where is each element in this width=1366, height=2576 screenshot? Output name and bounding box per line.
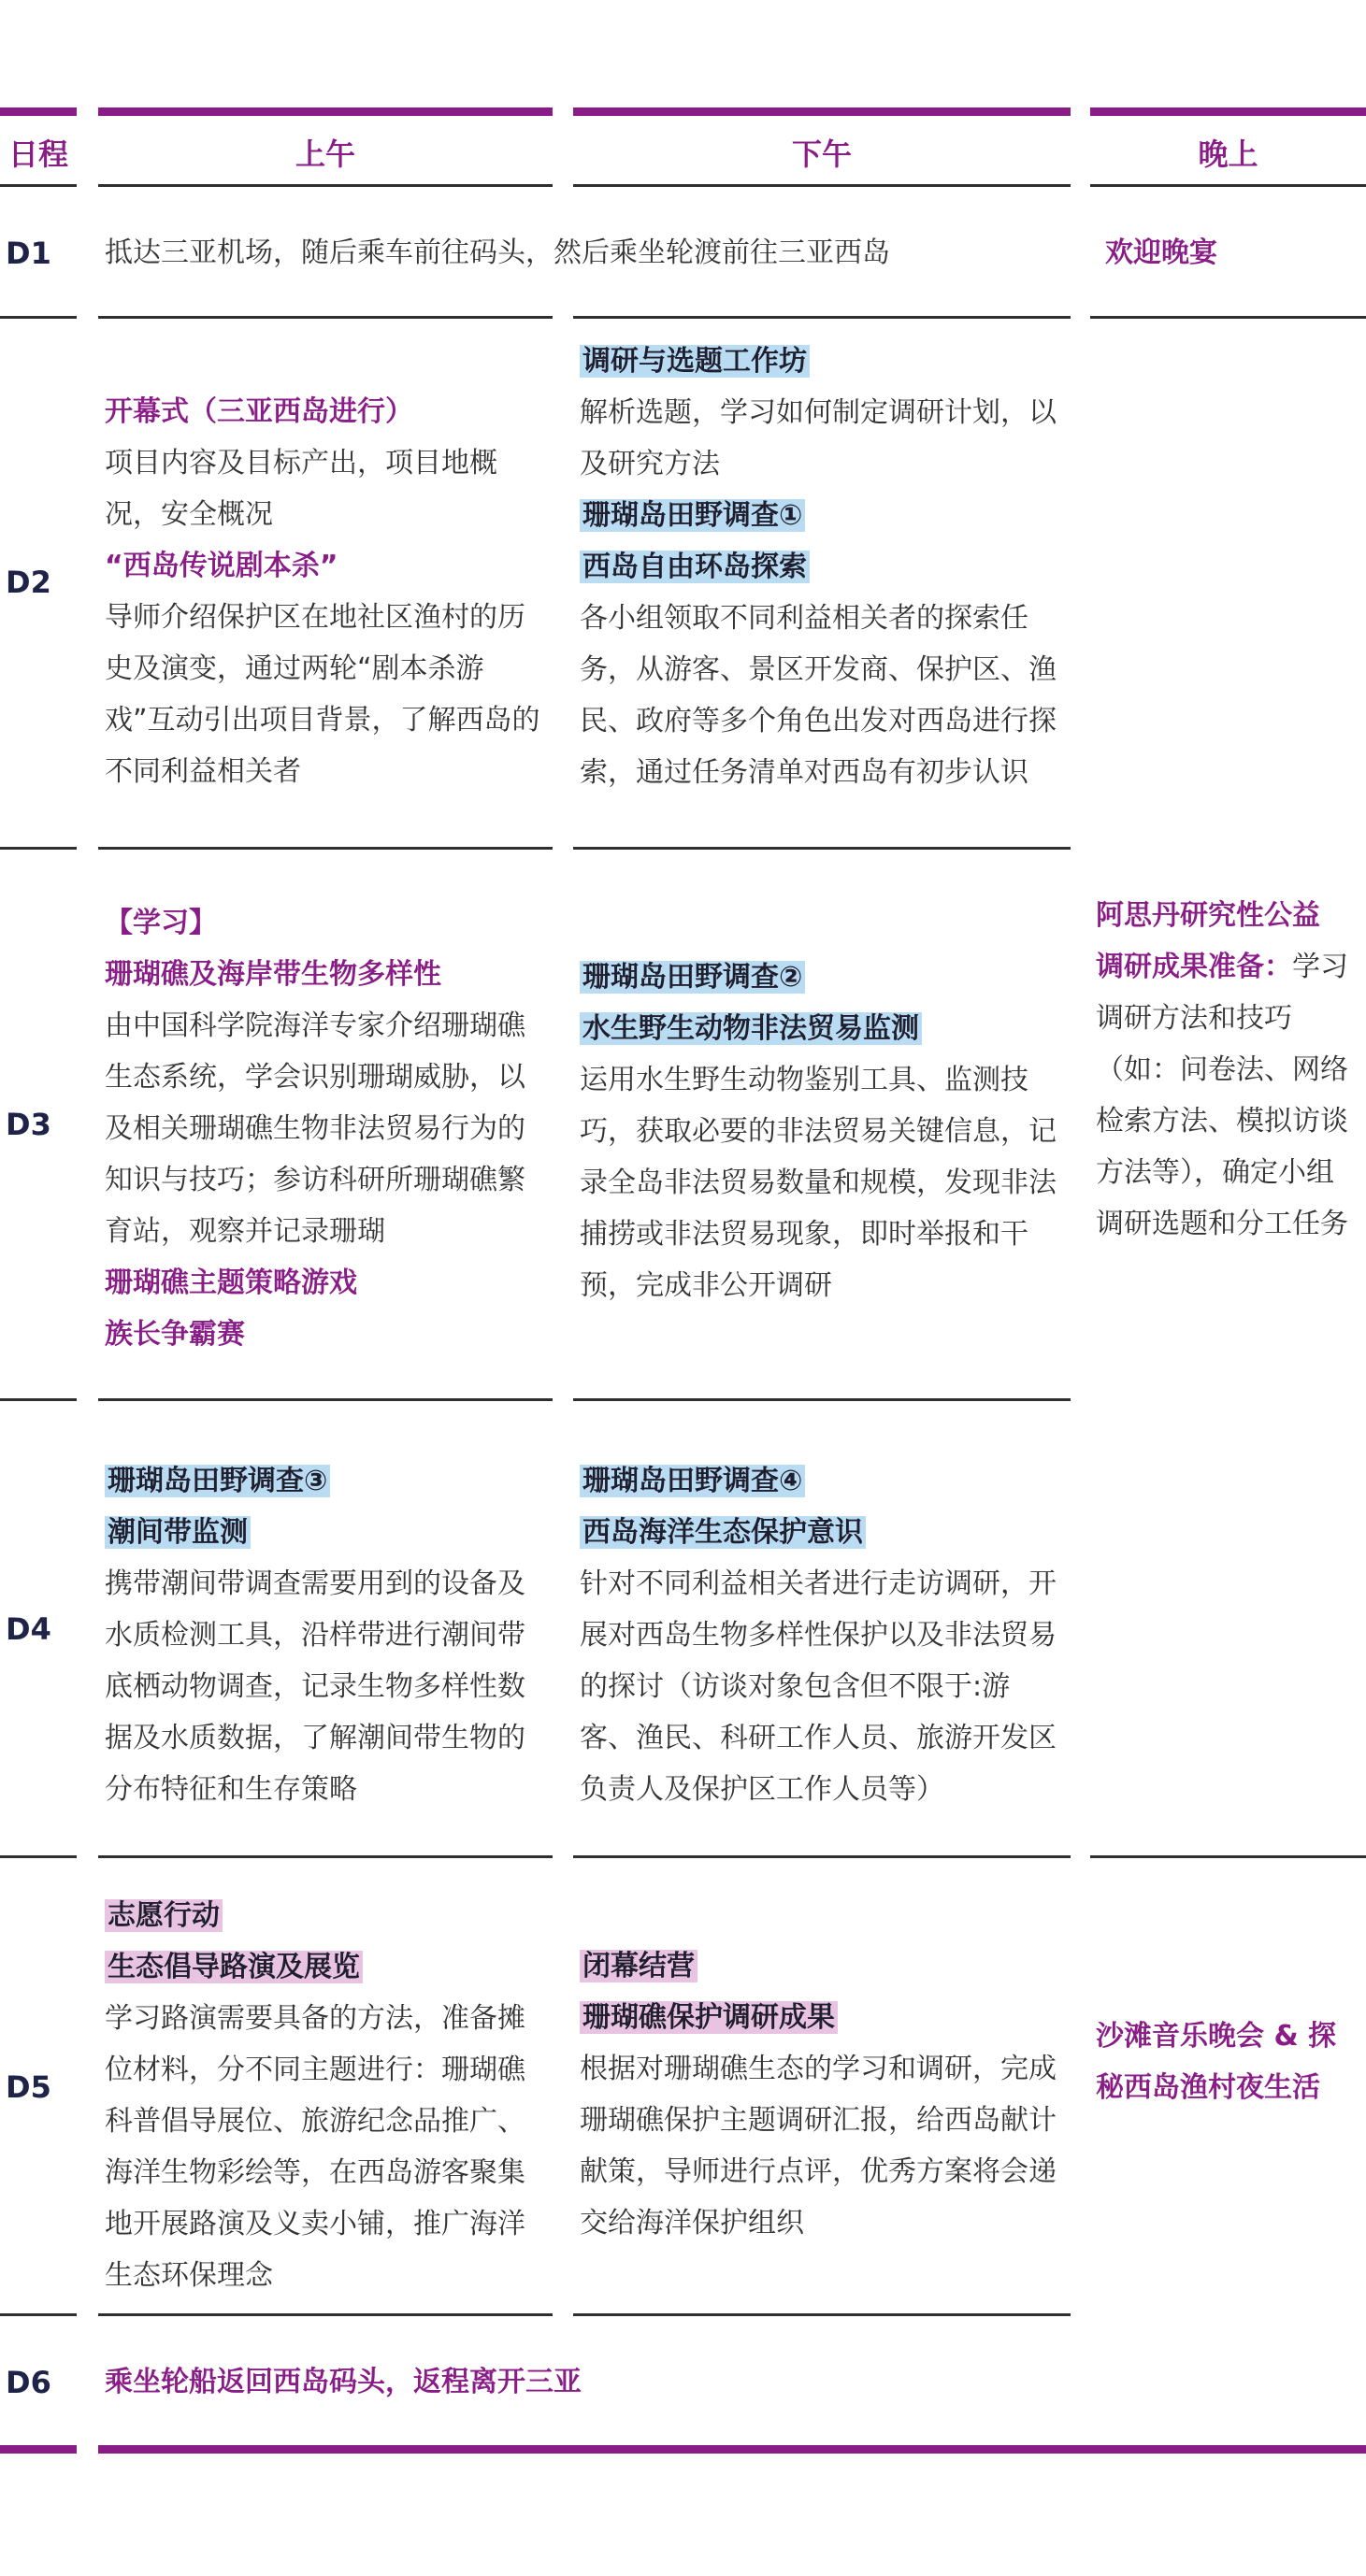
row-divider — [573, 2313, 1071, 2316]
d4-am-tag-field3: 珊瑚岛田野调查③ — [105, 1465, 330, 1497]
row-divider — [573, 1398, 1071, 1401]
d4-pm-tag-field4: 珊瑚岛田野调查④ — [580, 1465, 805, 1497]
row-divider — [573, 316, 1071, 319]
day-label-d2: D2 — [6, 565, 51, 600]
header-top-rule — [1090, 107, 1366, 116]
d1-evening: 欢迎晚宴 — [1105, 236, 1217, 269]
row-divider — [0, 316, 77, 319]
d5-morning — [105, 1890, 552, 2301]
d3-eve-title: 阿思丹研究性公益 — [1096, 899, 1320, 932]
day-label-d1: D1 — [6, 236, 51, 271]
d1-text: 抵达三亚机场，随后乘车前往码头，然后乘坐轮渡前往三亚西岛 — [105, 236, 890, 269]
day-label-d4: D4 — [6, 1611, 51, 1647]
d5-evening: 沙滩音乐晚会 & 探秘西岛渔村夜生活 — [1096, 2020, 1337, 2104]
d3-pm-tag-field2: 珊瑚岛田野调查② — [580, 961, 805, 994]
row-divider — [98, 1398, 553, 1401]
d2-pm-body-workshop: 解析选题，学习如何制定调研计划，以及研究方法 — [580, 396, 1057, 480]
d3-am-title-biodiversity: 珊瑚礁及海岸带生物多样性 — [105, 958, 441, 991]
d3-am-title-strategy: 珊瑚礁主题策略游戏 — [105, 1267, 357, 1299]
d5-pm-body: 根据对珊瑚礁生态的学习和调研，完成珊瑚礁保护主题调研汇报，给西岛献计献策，导师进行点评，优秀方案将会递交给海洋保护组织 — [580, 2053, 1057, 2240]
d2-am-body-game: 导师介绍保护区在地社区渔村的历史及演变，通过两轮“剧本杀游戏”互动引出项目背景，了解西岛的不同利益相关者 — [105, 601, 540, 788]
d5-afternoon — [580, 1940, 1066, 2249]
d3-am-title-contest: 族长争霸赛 — [105, 1318, 245, 1351]
d3-afternoon — [580, 952, 1066, 1311]
d2-am-title-game: “西岛传说剧本杀” — [105, 550, 338, 582]
header-top-rule — [0, 107, 77, 116]
day-label-d6: D6 — [6, 2365, 51, 2400]
footer-rule — [98, 2445, 1366, 2454]
d3-morning — [105, 897, 552, 1360]
d2-pm-tag-workshop: 调研与选题工作坊 — [580, 345, 810, 378]
row-divider — [0, 184, 77, 187]
d2-pm-body-explore: 各小组领取不同利益相关者的探索任务，从游客、景区开发商、保护区、渔民、政府等多个角色出发对西岛进行探索，通过任务清单对西岛有初步认识 — [580, 602, 1057, 789]
d3-pm-body: 运用水生野生动物鉴别工具、监测技巧，获取必要的非法贸易关键信息，记录全岛非法贸易数量和规模，发现非法捕捞或非法贸易现象，即时举报和干预，完成非公开调研 — [580, 1064, 1057, 1302]
row-divider — [98, 2313, 553, 2316]
d4-afternoon — [580, 1455, 1066, 1815]
row-divider — [1090, 1855, 1366, 1858]
d2-am-title-opening: 开幕式（三亚西岛进行） — [105, 395, 413, 428]
row-divider — [0, 1398, 77, 1401]
row-divider — [1090, 184, 1366, 187]
d4-pm-tag-awareness: 西岛海洋生态保护意识 — [580, 1516, 866, 1549]
header-top-rule — [573, 107, 1071, 116]
header-top-rule — [98, 107, 553, 116]
row-divider — [0, 1855, 77, 1858]
row-divider — [1090, 316, 1366, 319]
d2-afternoon — [580, 336, 1066, 798]
d2-am-body-opening: 项目内容及目标产出，项目地概况，安全概况 — [105, 447, 497, 531]
row-divider — [98, 184, 553, 187]
d5-pm-tag-closing: 闭幕结营 — [580, 1950, 697, 1982]
d4-pm-body: 针对不同利益相关者进行走访调研，开展对西岛生物多样性保护以及非法贸易的探讨（访谈对象包含但不限于:游客、渔民、科研工作人员、旅游开发区负责人及保护区工作人员等） — [580, 1567, 1057, 1806]
d3-am-title-study: 【学习】 — [105, 907, 217, 939]
footer-rule — [0, 2445, 77, 2454]
day-label-d5: D5 — [6, 2069, 51, 2105]
d2-pm-tag-field1: 珊瑚岛田野调查① — [580, 499, 805, 532]
header-evening: 晚上 — [1198, 136, 1258, 172]
row-divider — [573, 184, 1071, 187]
d3-evening — [1096, 890, 1356, 1250]
d5-am-tag-roadshow: 生态倡导路演及展览 — [105, 1951, 363, 1983]
d3-pm-tag-monitoring: 水生野生动物非法贸易监测 — [580, 1012, 922, 1045]
day-label-d3: D3 — [6, 1107, 51, 1142]
header-schedule: 日程 — [7, 136, 68, 172]
row-divider — [98, 316, 553, 319]
row-divider — [0, 2313, 77, 2316]
row-divider — [573, 847, 1071, 850]
header-afternoon: 下午 — [791, 136, 852, 172]
d4-am-body: 携带潮间带调查需要用到的设备及水质检测工具，沿样带进行潮间带底栖动物调查，记录生物多样性数据及水质数据，了解潮间带生物的分布特征和生存策略 — [105, 1567, 525, 1806]
row-divider — [0, 847, 77, 850]
row-divider — [98, 1855, 553, 1858]
d4-morning — [105, 1455, 552, 1815]
d5-am-body: 学习路演需要具备的方法，准备摊位材料，分不同主题进行：珊瑚礁科普倡导展位、旅游纪念品推广、海洋生物彩绘等，在西岛游客聚集地开展路演及义卖小铺，推广海洋生态环保理念 — [105, 2002, 525, 2292]
d3-am-body: 由中国科学院海洋专家介绍珊瑚礁生态系统，学会识别珊瑚威胁，以及相关珊瑚礁生物非法贸易行为的知识与技巧；参访科研所珊瑚礁繁育站，观察并记录珊瑚 — [105, 1009, 525, 1248]
d2-pm-tag-explore: 西岛自由环岛探索 — [580, 551, 810, 583]
header-morning: 上午 — [295, 136, 355, 172]
d5-pm-tag-results: 珊瑚礁保护调研成果 — [580, 2001, 838, 2034]
d6-text: 乘坐轮船返回西岛码头，返程离开三亚 — [105, 2366, 582, 2398]
d3-eve-body: 学习调研方法和技巧（如：问卷法、网络检索方法、模拟访谈方法等），确定小组调研选题和分工任务 — [1096, 951, 1348, 1240]
d4-am-tag-intertidal: 潮间带监测 — [105, 1516, 251, 1549]
row-divider — [98, 847, 553, 850]
d3-eve-title2: 调研成果准备： — [1096, 951, 1292, 983]
row-divider — [573, 1855, 1071, 1858]
d2-morning — [105, 386, 552, 797]
d5-am-tag-volunteer: 志愿行动 — [105, 1899, 223, 1932]
